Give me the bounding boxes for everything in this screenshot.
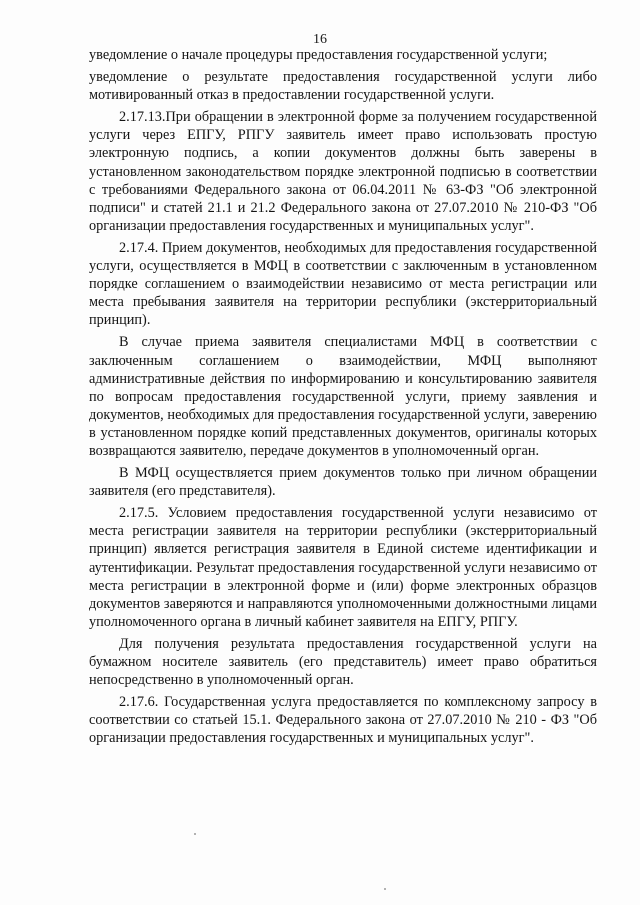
paragraph-mfc-reception: В случае приема заявителя специалистами МФЦ в соответствии с заключенным соглашением о взаимодействии, МФЦ выполняют административные действия по информированию и консультированию заявителя по вопросам предоставления государственной услуги, приему заявления и документов, необходимых для предоставления государственной услуги, заверению в установленном порядке копий представленных документов, оригиналы которых возвращаются заявителю, передаче документов в уполномоченный орган. [89,334,597,459]
paragraph-mfc-personal: В МФЦ осуществляется прием документов только при личном обращении заявителя (его представителя). [89,465,597,500]
paragraph-2-17-4: 2.17.4. Прием документов, необходимых для предоставления государственной услуги, осуществляется в МФЦ в соответствии с заключенным в установленном порядке соглашением о взаимодействии независимо от места регистрации или места пребывания заявителя на территории республики (экстерриториальный принцип). [89,239,597,329]
paragraph-notice-start: уведомление о начале процедуры предоставления государственной услуги; [89,47,548,63]
scan-speck [384,888,386,890]
scan-speck [194,833,196,835]
paragraph-notice-result: уведомление о результате предоставления государственной услуги либо мотивированный отказ в предоставлении государственной услуги. [89,69,597,104]
paragraph-2-17-6: 2.17.6. Государственная услуга предоставляется по комплексному запросу в соответствии со статьей 15.1. Федерального закона от 27.07.2010 № 210 - ФЗ "Об организации предоставления государственных и муниципальных услуг". [89,694,597,747]
paragraph-2-17-5: 2.17.5. Условием предоставления государственной услуги независимо от места регистрации заявителя на территории республики (экстерриториальный принцип) является регистрация заявителя в Единой системе идентификации и аутентификации. Результат предоставления государственной услуги независимо от места регистрации в электронной форме и (или) форме электронных образцов документов заверяются и направляются уполномоченными должностными лицами уполномоченного органа в личный кабинет заявителя на ЕПГУ, РПГУ. [89,505,597,630]
paragraph-paper-result: Для получения результата предоставления государственной услуги на бумажном носителе заявитель (его представитель) имеет право обратиться непосредственно в уполномоченный орган. [89,635,597,689]
document-body [89,46,597,751]
page-number: 16 [313,32,327,47]
paragraph-2-17-13: 2.17.13.При обращении в электронной форме за получением государственной услуги через ЕПГУ, РПГУ заявитель имеет право использовать простую электронную подпись, а копии документов должны быть заверены в установленном законодательством порядке электронной подписью в соответствии с требованиями Федерального закона от 06.04.2011 № 63-ФЗ "Об электронной подписи" и статей 21.1 и 21.2 Федерального закона от 27.07.2010 № 210-ФЗ "Об организации предоставления государственных и муниципальных услуг". [89,109,597,234]
